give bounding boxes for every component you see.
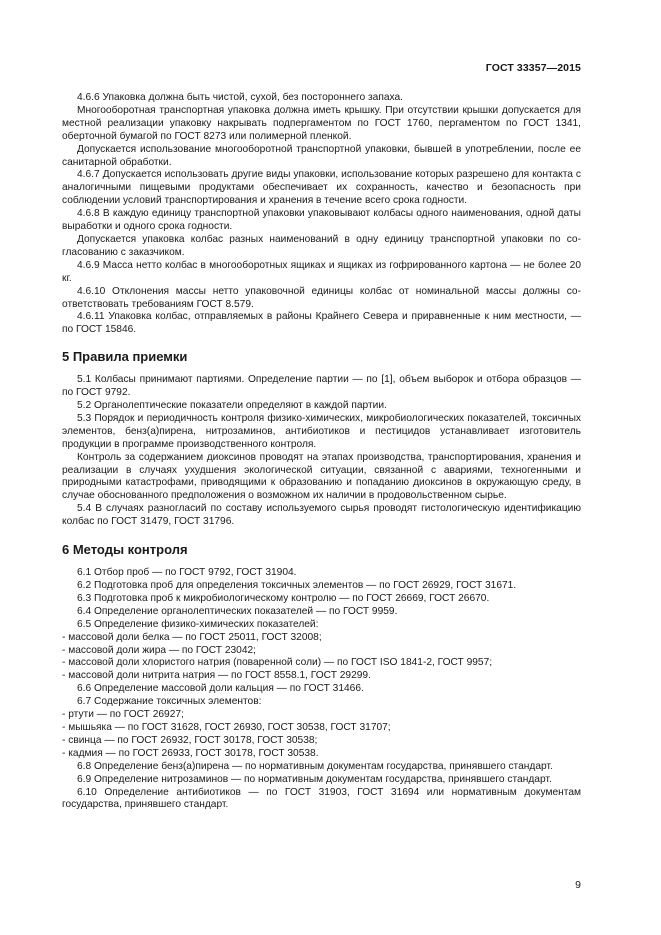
method-list-item: - массовой доли белка — по ГОСТ 25011, ГОСТ 32008;: [62, 631, 322, 643]
method-list-item: - массовой доли хлористого натрия (поваренной соли) — по ГОСТ ISO 1841-2, ГОСТ 9957;: [62, 657, 493, 669]
method-paragraph: 6.7 Содержание токсичных элементов:: [77, 696, 262, 708]
method-paragraph: 6.8 Определение бенз(а)пирена — по нормативным документам государства, принявшего стандарт.: [77, 760, 553, 772]
section-5-paragraph: 5.2 Органолептические показатели определяют в каждой партии.: [77, 400, 387, 412]
method-paragraph: 6.10 Определение антибиотиков — по ГОСТ 31903, ГОСТ 31694 или нормативным документам государства, принявшего стандарт.: [62, 786, 581, 811]
method-paragraph: 6.2 Подготовка проб для определения токсичных элементов — по ГОСТ 26929, ГОСТ 31671.: [77, 580, 517, 591]
method-list-item: - кадмия — по ГОСТ 26933, ГОСТ 30178, ГОСТ 30538.: [62, 747, 319, 759]
method-paragraph: 6.4 Определение органолептических показателей — по ГОСТ 9959.: [77, 605, 398, 617]
document-body: [62, 92, 581, 812]
section-5-paragraph: 5.3 Порядок и периодичность контроля физико-химических, микробиологических показателей, токсичных элементов, бенз(а)пирена, нитрозаминов, антибиотиков и пестицидов устанавливает изготовитель продукции в программе производственного контроля.: [62, 412, 581, 450]
method-list-item: - свинца — по ГОСТ 26932, ГОСТ 30178, ГОСТ 30538;: [62, 734, 318, 746]
section-4-continuation: [62, 92, 581, 337]
method-list-item: - ртути — по ГОСТ 26927;: [62, 709, 184, 721]
method-list-item: - массовой доли жира — по ГОСТ 23042;: [62, 644, 256, 656]
document-code-header: ГОСТ 33357—2015: [485, 62, 581, 74]
section-5-paragraph: Контроль за содержанием диоксинов проводят на этапах производства, транспортирования, хранения и реализации в случаях ухудшения экологической ситуации, связанной с авариями, техногенными и природными катастрофами, приводящими к образованию и попаданию диоксинов в окружающую среду, в случае обоснованного предположения о возможном их наличии в продовольственном сырье.: [62, 451, 581, 502]
section-4-paragraph: 4.6.11 Упаковка колбас, отправляемых в районы Крайнего Севера и приравненные к ним местности, — по ГОСТ 15846.: [62, 311, 581, 336]
section-4-paragraph: 4.6.10 Отклонения массы нетто упаковочной единицы колбас от номинальной массы должны соответствовать требованиям ГОСТ 8.579.: [62, 285, 581, 310]
section-4-paragraph: 4.6.7 Допускается использовать другие виды упаковки, использование которых разрешено для контакта с аналогичными пищевыми продуктами обеспечивает их сохранность, качество и безопасность при соблюдении условий транспортирования и хранения в течение всего срока годности.: [62, 169, 581, 207]
section-4-paragraph: 4.6.8 В каждую единицу транспортной упаковки упаковывают колбасы одного наименования, одной даты выработки и одного срока годности.: [62, 208, 581, 233]
section-4-paragraph: Многооборотная транспортная упаковка должна иметь крышку. При отсутствии крышки допускается для местной реализации упаковку накрывать подпергаментом по ГОСТ 1760, пергаментом по ГОСТ 1341, оберточной бумагой по ГОСТ 8273 или полимерной пленкой.: [62, 104, 581, 142]
section-4-paragraph: Допускается использование многооборотной транспортной упаковки, бывшей в употреблении, после ее санитарной обработки.: [62, 143, 581, 168]
method-paragraph: 6.5 Определение физико-химических показателей:: [77, 618, 319, 630]
section-5-paragraph: 5.1 Колбасы принимают партиями. Определение партии — по [1], объем выборок и отбора образцов — по ГОСТ 9792.: [62, 374, 581, 399]
section-4-paragraph: 4.6.6 Упаковка должна быть чистой, сухой, без постороннего запаха.: [77, 92, 403, 103]
method-paragraph: 6.9 Определение нитрозаминов — по нормативным документам государства, принявшего стандарт.: [77, 773, 552, 785]
method-list-item: - массовой доли нитрита натрия — по ГОСТ 8558.1, ГОСТ 29299.: [62, 670, 371, 682]
section-4-paragraph: Допускается упаковка колбас разных наименований в одну единицу транспортной упаковки по согласованию с заказчиком.: [62, 233, 581, 258]
section-6-body: [62, 567, 581, 812]
method-list-item: - мышьяка — по ГОСТ 31628, ГОСТ 26930, ГОСТ 30538, ГОСТ 31707;: [62, 721, 391, 733]
method-paragraph: 6.3 Подготовка проб к микробиологическому контролю — по ГОСТ 26669, ГОСТ 26670.: [77, 592, 490, 604]
section-5-paragraph: 5.4 В случаях разногласий по составу используемого сырья проводят гистологическую идентификацию колбас по ГОСТ 31479, ГОСТ 31796.: [62, 503, 581, 528]
section-6-heading: 6 Методы контроля: [62, 542, 188, 558]
section-4-paragraph: 4.6.9 Масса нетто колбас в многооборотных ящиках и ящиках из гофрированного картона — не более 20 кг.: [62, 259, 581, 284]
method-paragraph: 6.6 Определение массовой доли кальция — по ГОСТ 31466.: [77, 683, 364, 695]
section-5-body: [62, 374, 581, 529]
method-paragraph: 6.1 Отбор проб — по ГОСТ 9792, ГОСТ 31904.: [77, 567, 297, 579]
section-5-heading: 5 Правила приемки: [62, 349, 188, 365]
page-number: 9: [575, 879, 581, 891]
